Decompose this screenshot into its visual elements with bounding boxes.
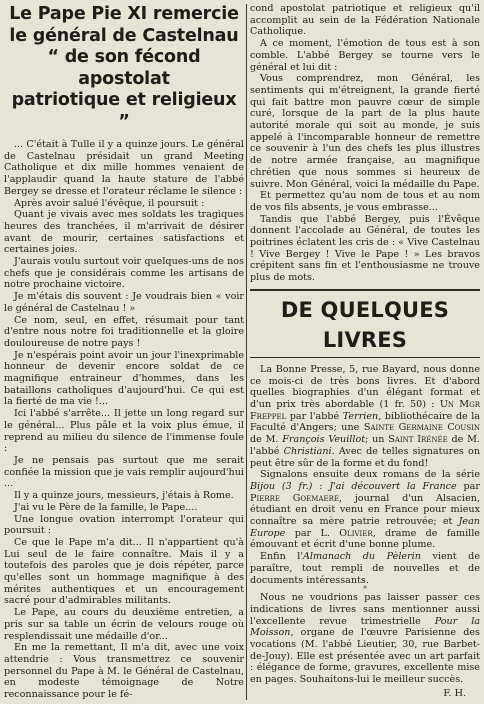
headline-line: le général de Castelnau — [9, 25, 239, 46]
paragraph: Signalons ensuite deux romans de la série Bijou (3 fr.) : J'ai découvert la France par Pierre Goemaere, journal d'un Alsacien, étudiant en droit venu en France pour mieux connaître sa mère patrie retrouvée; et Jean Europe par L. Olivier, drame de famille émouvant et écrit d'une bonne plume. — [250, 469, 480, 551]
right-column — [250, 0, 480, 704]
column-divider — [246, 4, 247, 700]
headline-line: “ de son fécond apostolat — [47, 47, 201, 89]
book-reviews-body — [250, 364, 480, 686]
section-heading: DE QUELQUES LIVRES — [250, 295, 480, 358]
paragraph: En me la remettant, Il m'a dit, avec une voix attendrie : Vous transmettrez ce souvenir personnel du Pape à M. le Général de Castelnau, en modeste témoignage de Notre reconnaissance pour le fé- — [4, 642, 244, 701]
paragraph: Le Pape, au cours du deuxième entretien, a pris sur sa table un écrin de velours rouge où resplendissait une médaille d'or... — [4, 607, 244, 642]
paragraph: Ce que le Pape m'a dit... Il n'appartient qu'à Lui seul de le faire connaître. Mais il y a toutefois des paroles que je dois répéter, parce qu'elles sont un hommage magnifique à des mérites authentiques et un encouragement sacré pour d'admirables militants. — [4, 536, 244, 607]
paragraph: J'aurais voulu surtout voir quelques-uns de nos chefs que je considérais comme les artisans de notre prochaine victoire. — [4, 256, 244, 291]
paragraph: Il y a quinze jours, messieurs, j'étais à Rome. — [14, 490, 234, 502]
author-signature: F. H. — [443, 687, 466, 699]
paragraph: Je n'espérais point avoir un jour l'inexprimable honneur de devenir encore soldat de ce magnifique entraineur d'hommes, dans les bataillons catholiques d'aujourd'hui. Ce qui est la fierté de ma vie !... — [4, 349, 244, 408]
paragraph: Quant je vivais avec mes soldats les tragiques heures des tranchées, il m'arrivait de désirer avant de mourir, certaines satisfactions et certaines joies. — [4, 209, 244, 256]
paragraph: Je ne pensais pas surtout que me serait confiée la mission que je vais remplir aujourd'hui ... — [4, 454, 244, 490]
paragraph: Et permettez qu'au nom de tous et au nom de vos fils absents, je vous embrasse... — [250, 190, 480, 213]
paragraph: Tandis que l'abbé Bergey, puis l'Évêque donnent l'accolade au Général, de toutes les poitrines éclatent les cris de : « Vive Castelnau ! Vive Bergey ! Vive le Pape ! » Les bravos crépitent sans fin et l'enthousiasme ne trouve plus de mots. — [250, 213, 480, 284]
paragraph: J'ai vu le Père de la famille, le Pape.... — [14, 501, 198, 513]
paragraph: Je m'étais dis souvent : Je voudrais bien « voir le général de Castelnau ! » — [4, 291, 244, 314]
headline-line: Le Pape Pie XI remercie — [9, 4, 239, 24]
paragraph: cond apostolat patriotique et religieux qu'il accomplit au sein de la Fédération Nationale Catholique. — [250, 3, 480, 38]
paragraph: Une longue ovation interrompt l'orateur qui poursuit : — [4, 513, 244, 537]
separator-star: * — [363, 585, 367, 594]
paragraph: ... C'était à Tulle il y a quinze jours. Le général de Castelnau présidait un grand Meeting Catholique et dix mille hommes venaient de l'applaudir quand la haute stature de l'abbé Bergey se dresse et l'orateur réclame le silence : — [4, 139, 244, 197]
paragraph: Enfin l'Almanach du Pèlerin vient de paraître, tout rempli de nouvelles et de documents intéressants. — [250, 551, 480, 586]
left-column — [4, 0, 244, 704]
article-body — [4, 139, 244, 701]
paragraph: Vous comprendrez, mon Général, les sentiments qui m'étreignent, la grande fierté qui fait battre mon pauvre cœur de simple curé, lorsque de la part de la plus haute autorité morale qui soit au monde, je suis appelé à l'incomparable honneur de remettre ce souvenir à l'un des chefs les plus illustres de notre armée française, au magnifique chrétien que nous sommes si heureux de suivre. Mon Général, voici la médaille du Pape. — [250, 73, 480, 190]
paragraph: La Bonne Presse, 5, rue Bayard, nous donne ce mois-ci de très bons livres. Et d'abord quelles biographies d'un élégant format et d'un prix très abordable (1 fr. 50) : Un Mgr Freppel par l'abbé Terrien, bibliothécaire de la Faculté d'Angers; une Sainte Germaine Cousin de M. François Veuillot; un Saint Irénée de M. l'abbé Christiani. Avec de telles signatures on peut être sûr de la forme et du fond! — [250, 363, 480, 469]
paragraph: Nous ne voudrions pas laisser passer ces indications de livres sans mentionner aussi l'excellente revue trimestrielle Pour la Moisson, organe de l'œuvre Parisienne des vocations (M. l'abbé Lieutier, 30, rue Barbet-de-Jouy). Elle est présentée avec un art parfait : élégance de forme, gravures, excellente mise en pages. Souhaitons-lui le meilleur succès. — [250, 592, 480, 686]
headline-line: patriotique et religieux ” — [11, 90, 237, 132]
article-continuation — [250, 3, 480, 284]
section-divider — [250, 289, 480, 291]
paragraph: Ici l'abbé s'arrête... Il jette un long regard sur le général... Plus pâle et la voix plus émue, il reprend au milieu du silence de l'immense foule : — [4, 408, 244, 455]
paragraph: Après avoir salué l'évêque, il poursuit : — [14, 197, 205, 209]
paragraph: A ce moment, l'émotion de tous est à son comble. L'abbé Bergey se tourne vers le général et lui dit : — [250, 38, 480, 73]
article-headline — [4, 4, 244, 133]
paragraph: Ce nom, seul, en effet, résumait pour tant d'entre nous notre foi traditionnelle et la gloire douloureuse de notre pays ! — [4, 314, 244, 349]
